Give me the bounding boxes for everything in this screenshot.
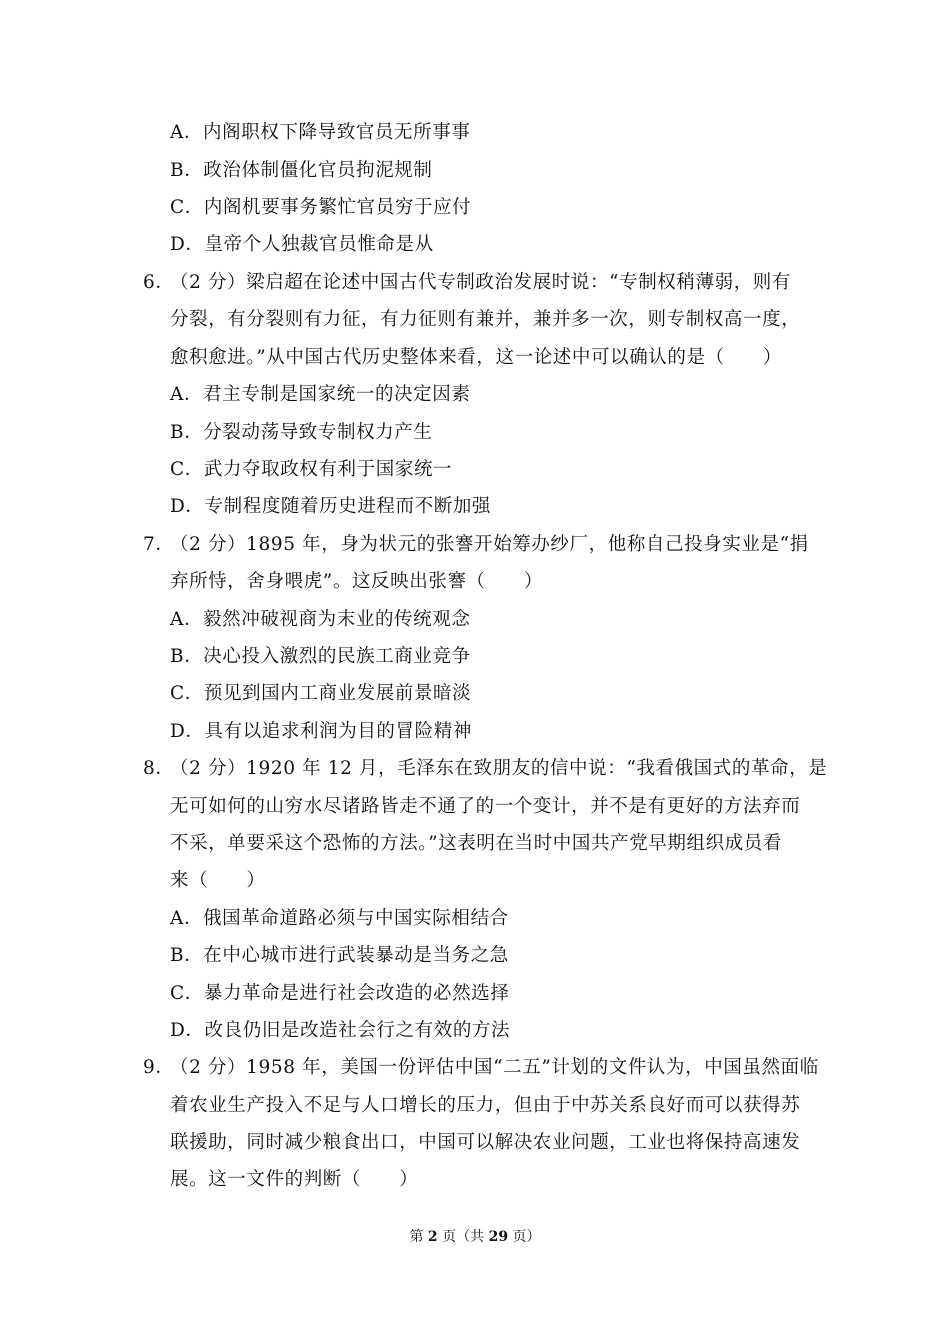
q8-stem-line-3: 不采，单要采这个恐怖的方法。”这表明在当时中国共产党早期组织成员看 [170,833,783,854]
q7-stem-line-2: 弃所恃，舍身喂虎”。这反映出张謇（ ） [170,571,543,592]
q5-option-d: D．皇帝个人独裁官员惟命是从 [170,234,434,255]
footer-suffix: 页） [508,1229,541,1245]
q5-option-a: A．内阁职权下降导致官员无所事事 [170,122,471,143]
q6-option-d: D．专制程度随着历史进程而不断加强 [170,496,492,517]
q6-option-a: A．君主专制是国家统一的决定因素 [170,384,471,405]
q7-option-b: B．决心投入激烈的民族工商业竞争 [170,646,471,667]
q9-number: 9． [143,1057,175,1078]
q7-option-c: C．预见到国内工商业发展前景暗淡 [170,683,472,704]
footer-total-pages: 29 [488,1229,509,1245]
q8-option-a: A．俄国革命道路必须与中国实际相结合 [170,908,509,929]
q6-stem-line-3: 愈积愈进。”从中国古代历史整体来看，这一论述中可以确认的是（ ） [170,347,783,368]
q7-stem-line-1: （2 分）1895 年，身为状元的张謇开始筹办纱厂，他称自己投身实业是“捐 [170,534,809,555]
q8-stem-line-4: 来（ ） [170,870,266,891]
q6-option-c: C．武力夺取政权有利于国家统一 [170,459,453,480]
q8-stem-line-1: （2 分）1920 年 12 月，毛泽东在致朋友的信中说：“我看俄国式的革命，是 [170,758,828,779]
q5-option-c: C．内阁机要事务繁忙官员穷于应付 [170,197,472,218]
q7-option-a: A．毅然冲破视商为末业的传统观念 [170,609,471,630]
q9-stem-line-4: 展。这一文件的判断（ ） [170,1169,419,1190]
q9-stem-line-3: 联援助，同时减少粮食出口，中国可以解决农业问题，工业也将保持高速发 [170,1132,801,1153]
q7-number: 7． [143,534,175,555]
q6-stem-line-2: 分裂，有分裂则有力征，有力征则有兼并，兼并多一次，则专制权高一度， [170,309,801,330]
q8-option-b: B．在中心城市进行武装暴动是当务之急 [170,945,509,966]
q6-number: 6． [143,272,175,293]
q8-option-c: C．暴力革命是进行社会改造的必然选择 [170,983,510,1004]
footer-middle: 页（共 [437,1229,489,1245]
q7-option-d: D．具有以追求利润为目的冒险精神 [170,721,472,742]
q5-option-b: B．政治体制僵化官员拘泥规制 [170,160,433,181]
q8-stem-line-2: 无可如何的山穷水尽诸路皆走不通了的一个变计，并不是有更好的方法弃而 [170,796,801,817]
q8-number: 8． [143,758,175,779]
q8-option-d: D．改良仍旧是改造社会行之有效的方法 [170,1020,511,1041]
footer-page-number: 2 [427,1229,438,1245]
q9-stem-line-1: （2 分）1958 年，美国一份评估中国“二五”计划的文件认为，中国虽然面临 [170,1057,819,1078]
footer-prefix: 第 [409,1229,428,1245]
q6-option-b: B．分裂动荡导致专制权力产生 [170,422,433,443]
q9-stem-line-2: 着农业生产投入不足与人口增长的压力，但由于中苏关系良好而可以获得苏 [170,1095,801,1116]
page-footer [0,1227,950,1247]
q6-stem-line-1: （2 分）梁启超在论述中国古代专制政治发展时说：“专制权稍薄弱，则有 [170,272,792,293]
